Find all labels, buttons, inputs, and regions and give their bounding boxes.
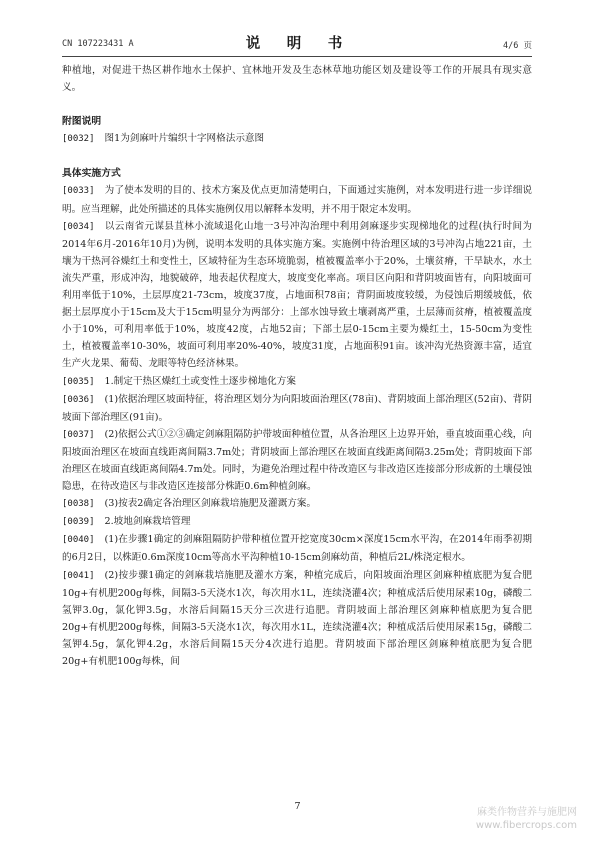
drawings-heading: 附图说明: [62, 116, 102, 128]
paragraph-0034: [62, 218, 532, 373]
paragraph-number: [0040]: [62, 535, 95, 546]
page-header: [62, 32, 532, 54]
header-divider: [62, 56, 532, 57]
paragraph-0036: [62, 391, 532, 426]
watermark-url: www.fibercrops.com: [475, 820, 577, 831]
paragraph-number: [0037]: [62, 429, 95, 440]
paragraph-0039: [62, 513, 532, 531]
paragraph-text: 1.制定干热区燥红土或变性土逐步梯地化方案: [104, 375, 296, 387]
paragraph-0033: [62, 182, 532, 217]
paragraph-text: 图1为剑麻叶片编织十字网格法示意图: [104, 133, 265, 145]
paragraph-0032: [62, 130, 532, 148]
watermark-text: 麻类作物营养与施肥网: [477, 807, 577, 818]
publication-number: CN 107223431 A: [62, 39, 134, 49]
paragraph-text: (3)按表2确定各治理区剑麻栽培施肥及灌溉方案。: [104, 498, 317, 510]
paragraph-0035: [62, 373, 532, 391]
paragraph-number: [0041]: [62, 570, 95, 581]
intro-paragraph: 种植地，对促进干热区耕作地水土保护、宜林地开发及生态林草地功能区划及建设等工作的开展具有现实意义。: [62, 65, 532, 94]
page-number: 7: [294, 801, 301, 812]
paragraph-number: [0038]: [62, 499, 95, 510]
paragraph-text: 2.坡地剑麻栽培管理: [104, 516, 191, 528]
page-info: 4/6 页: [503, 41, 532, 51]
paragraph-number: [0035]: [62, 376, 95, 387]
paragraph-text: (2)依据公式①②③确定剑麻阻隔防护带坡面种植位置，从各治理区上边界开始，垂直坡面重心线，向阳坡面治理区在坡面直线距离间隔3.7m处；背阴坡面上部治理区在坡面直线距离间隔3.25m处；背阴坡面下部治理区在坡面直线距离间隔4.7m处。同时，为避免治理过程中待改造区与非改造区连接部分形成新的土壤侵蚀隐患，在待改造区与非改造区连接部分株距0.6m种植剑麻。: [62, 428, 532, 493]
paragraph-text: 为了使本发明的目的、技术方案及优点更加清楚明白，下面通过实施例，对本发明进行进一步详细说明。应当理解，此处所描述的具体实施例仅用以解释本发明，并不用于限定本发明。: [62, 185, 532, 215]
paragraph-0041: [62, 567, 532, 671]
paragraph-number: [0036]: [62, 394, 95, 405]
paragraph-number: [0034]: [62, 221, 95, 232]
paragraph-number: [0032]: [62, 134, 95, 145]
watermark: [476, 806, 577, 832]
paragraph-text: (2)按步骤1确定的剑麻栽培施肥及灌水方案，种植完成后，向阳坡面治理区剑麻种植底肥为复合肥10g+有机肥200g每株，间隔3-5天浇水1次，每次用水1L，连续浇灌4次；种植成活后使用尿素10g，磷酸二氢钾3.0g，氯化钾3.5g，水溶后间隔15天分三次进行追肥。背阴坡面上部治理区剑麻种植底肥为复合肥20g+有机肥200g每株，间隔3-5天浇水1次，每次用水1L，连续浇灌4次；种植成活后使用尿素15g，磷酸二氢钾4.5g，氯化钾4.2g，水溶后间隔15天分4次进行追肥。背阴坡面下部治理区剑麻种植底肥为复合肥20g+有机肥100g每株，间: [62, 569, 532, 667]
paragraph-number: [0033]: [62, 186, 95, 197]
document-body: [62, 62, 532, 670]
paragraph-text: (1)依据治理区坡面特征，将治理区划分为向阳坡面治理区(78亩)、背阴坡面上部治理区(52亩)、背阴坡面下部治理区(91亩)。: [62, 393, 532, 423]
document-title: 说 明 书: [245, 36, 349, 52]
paragraph-0040: [62, 531, 532, 566]
paragraph-number: [0039]: [62, 517, 95, 528]
paragraph-text: 以云南省元谋县苴林小流域退化山地一3号冲沟治理中利用剑麻逐步实现梯地化的过程(执行时间为2014年6月-2016年10月)为例，说明本发明的具体实施方案。实施例中待治理区域的3号冲沟占地221亩，土壤为干热河谷燥红土和变性土，区域特征为生态环境脆弱，植被覆盖率小于20%，土壤贫瘠，干旱缺水，水土流失严重，形成冲沟，地貌破碎，地表起伏程度大，坡度变化率高。项目区向阳和背阴坡面皆有，向阳坡面可利用率低于10%，土层厚度21-73cm，坡度37度，占地面积78亩；背阴面坡度较缓，为侵蚀后期缓坡低，依据土层厚度小于15cm及大于15cm明显分为两部分：上部水蚀导致土壤剥离严重，土层薄而贫瘠，植被覆盖度小于10%，可利用率低于10%，坡度42度，占地52亩；下部土层0-15cm主要为燥红土，15-50cm为变性土，植被覆盖率10-30%，坡面可利用率20%-40%，坡度31度，占地面积91亩。该冲沟光热资源丰富，适宜生产火龙果、葡萄、龙眼等特色经济林果。: [62, 220, 532, 370]
embodiment-heading: 具体实施方式: [62, 168, 121, 180]
paragraph-0038: [62, 495, 532, 513]
paragraph-0037: [62, 426, 532, 495]
paragraph-text: (1)在步骤1确定的剑麻阻隔防护带种植位置开挖宽度30cm×深度15cm水平沟，在2014年雨季初期的6月2日，以株距0.6m深度10cm等高水平沟种植10-15cm剑麻幼苗，种植后2L/株浇定根水。: [62, 534, 532, 564]
